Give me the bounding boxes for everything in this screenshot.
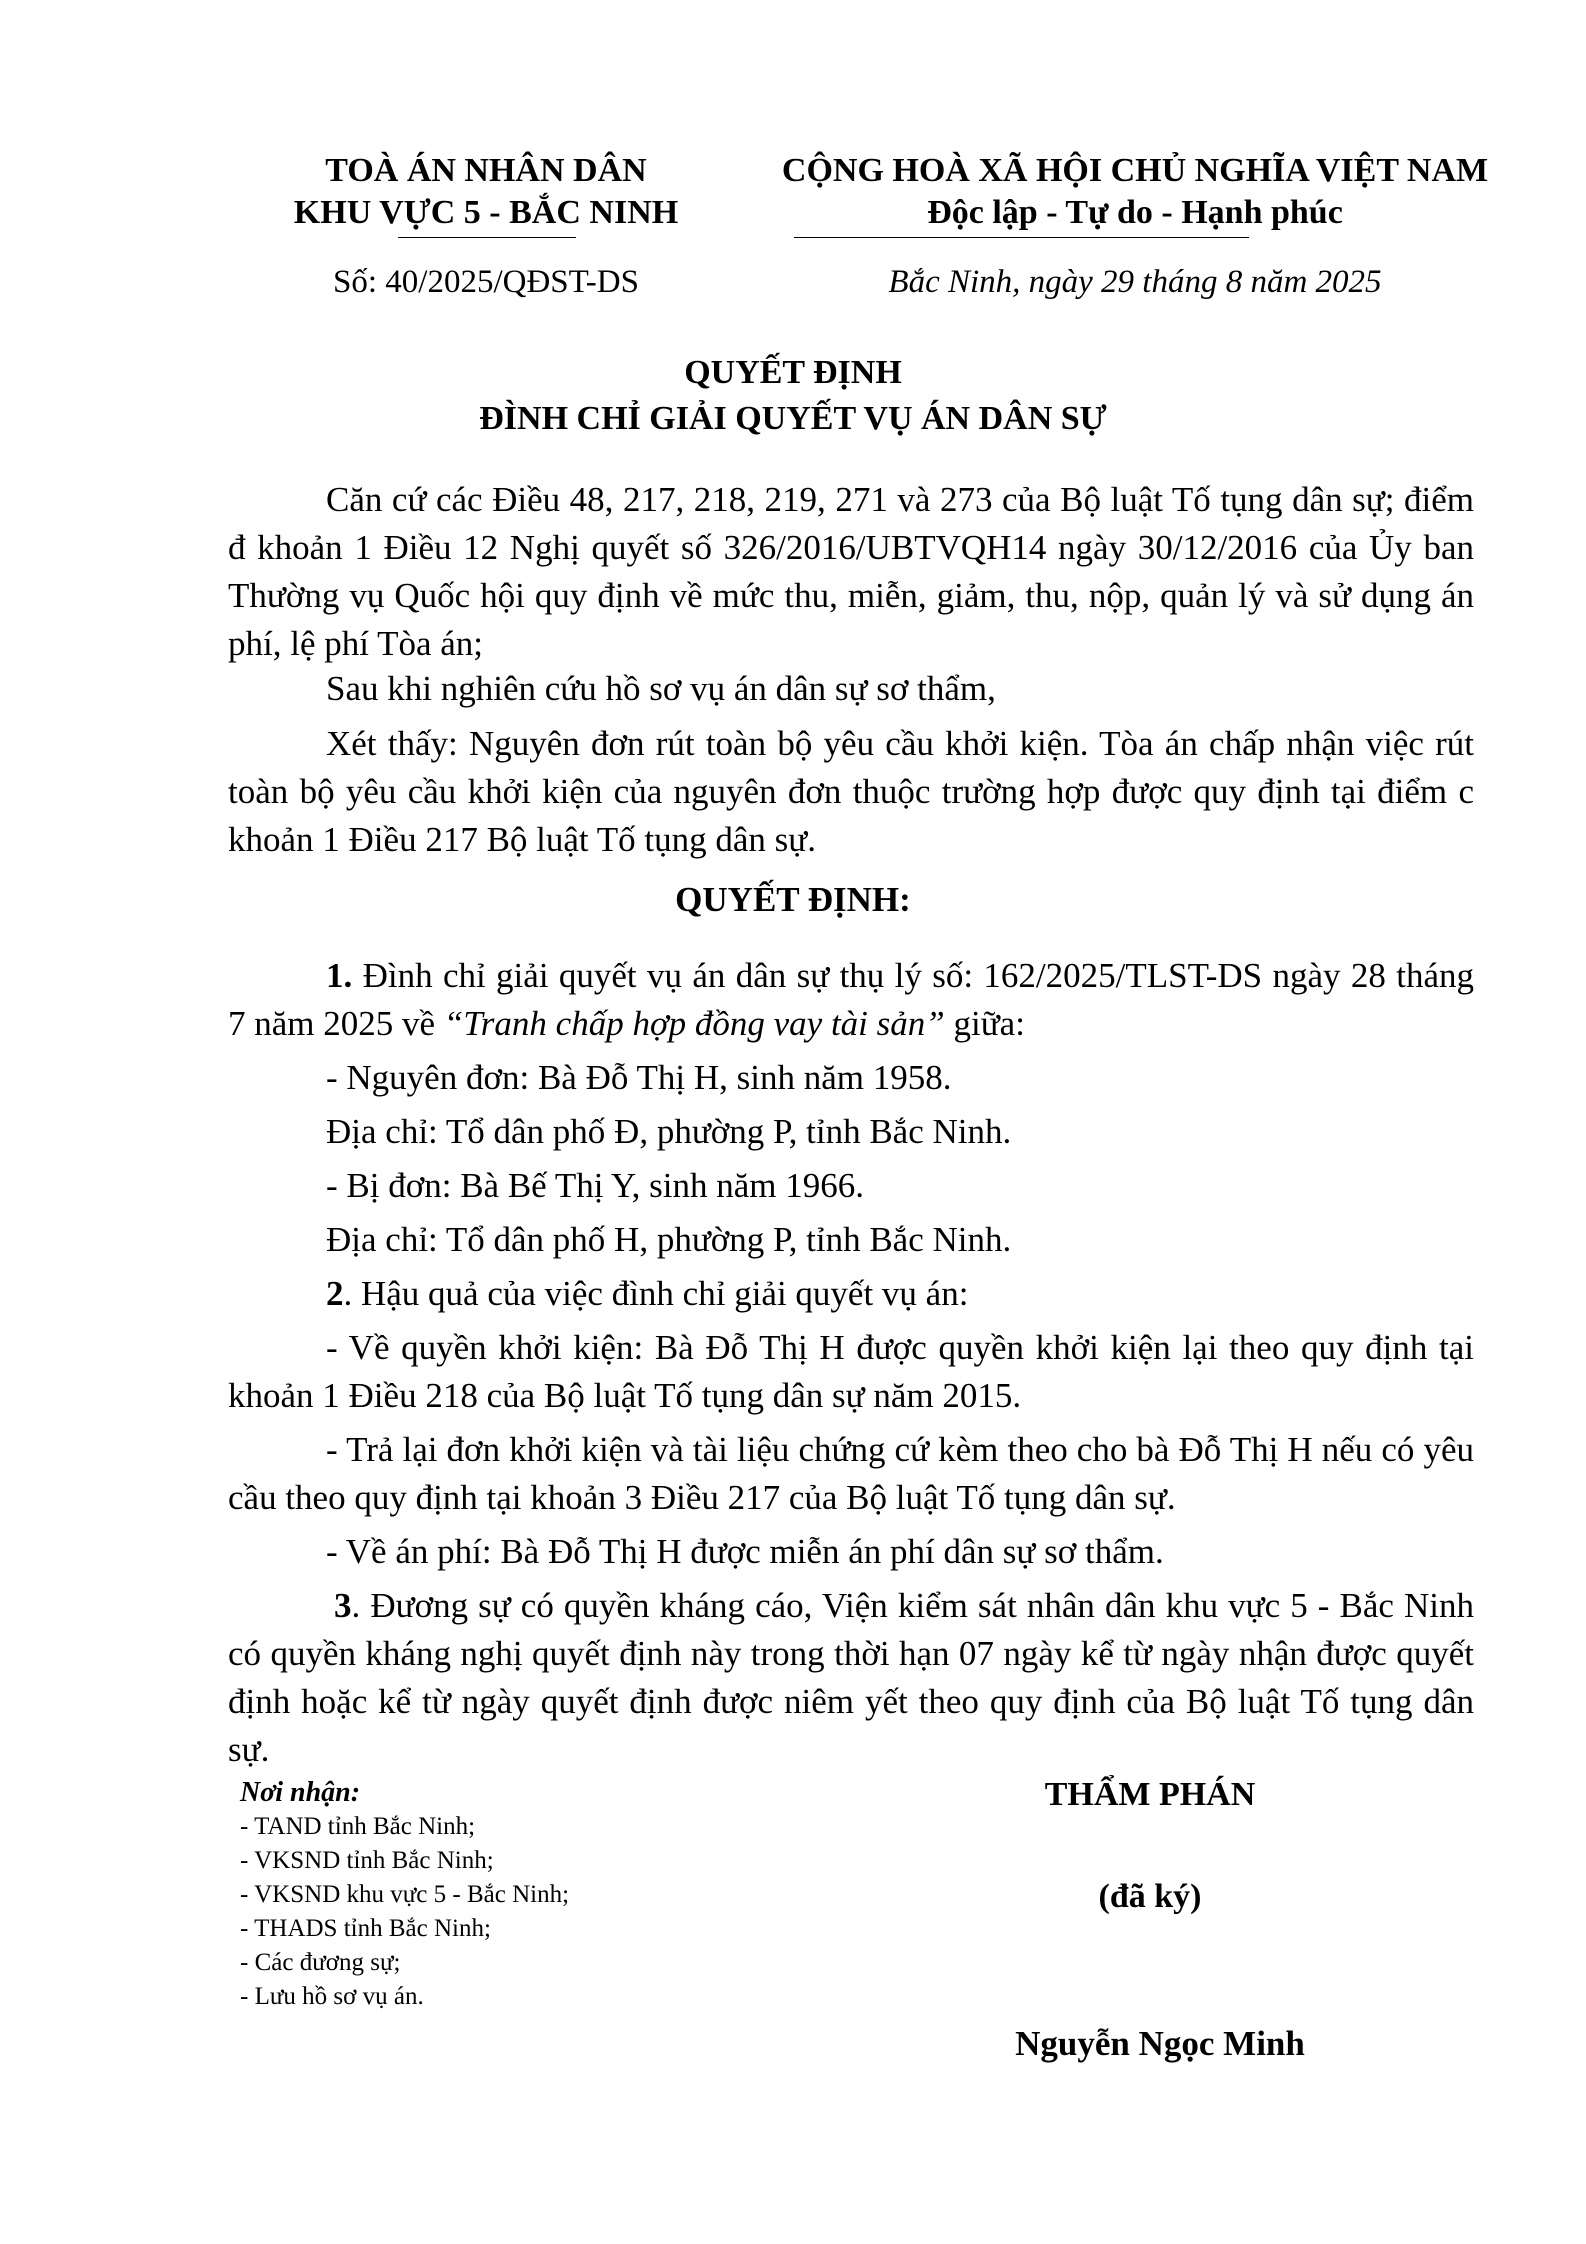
decision-item-3	[228, 1582, 1474, 1774]
item-3-number: 3	[334, 1586, 352, 1625]
decision-item-1	[228, 952, 1474, 1048]
recipient-item: - Lưu hồ sơ vụ án.	[240, 1983, 424, 2010]
item-2-text: . Hậu quả của việc đình chỉ giải quyết vụ án:	[343, 1274, 969, 1313]
recipient-item: - THADS tỉnh Bắc Ninh;	[240, 1915, 491, 1942]
court-name-underline	[398, 237, 576, 238]
recipients-heading: Nơi nhận:	[240, 1777, 361, 1808]
item-1-number: 1.	[326, 956, 353, 995]
defendant-line: - Bị đơn: Bà Bế Thị Y, sinh năm 1966.	[326, 1166, 865, 1205]
recipient-item: - TAND tỉnh Bắc Ninh;	[240, 1813, 476, 1840]
item-3-text: . Đương sự có quyền kháng cáo, Viện kiểm sát nhân dân khu vực 5 - Bắc Ninh có quyền kháng nghị quyết định này trong thời hạn 07 ngày kể từ ngày nhận được quyết định hoặc kể từ ngày quyết định được niêm yết theo quy định của Bộ luật Tố tụng dân sự.	[228, 1586, 1474, 1769]
document-subtitle: ĐÌNH CHỈ GIẢI QUYẾT VỤ ÁN DÂN SỰ	[479, 400, 1107, 437]
decision-item-2	[228, 1270, 1474, 1318]
recipients-block	[240, 1776, 840, 2014]
court-name-line2: KHU VỰC 5 - BẮC NINH	[293, 194, 679, 231]
defendant-address: Địa chỉ: Tổ dân phố H, phường P, tỉnh Bắc Ninh.	[326, 1220, 1012, 1259]
findings-paragraph: Xét thấy: Nguyên đơn rút toàn bộ yêu cầu khởi kiện. Tòa án chấp nhận việc rút toàn bộ yêu cầu khởi kiện của nguyên đơn thuộc trường hợp được quy định tại điểm c khoản 1 Điều 217 Bộ luật Tố tụng dân sự.	[228, 724, 1474, 859]
legal-basis-paragraph: Căn cứ các Điều 48, 217, 218, 219, 271 và 273 của Bộ luật Tố tụng dân sự; điểm đ khoản 1 Điều 12 Nghị quyết số 326/2016/UBTVQH14 ngày 30/12/2016 của Ủy ban Thường vụ Quốc hội quy định về mức thu, miễn, giảm, thu, nộp, quản lý và sử dụng án phí, lệ phí Tòa án;	[228, 480, 1474, 663]
consequence-court-fee: - Về án phí: Bà Đỗ Thị H được miễn án phí dân sự sơ thẩm.	[326, 1532, 1164, 1571]
signer-name: Nguyễn Ngọc Minh	[1015, 2024, 1305, 2063]
signed-status: (đã ký)	[1098, 1878, 1202, 1915]
plaintiff-line: - Nguyên đơn: Bà Đỗ Thị H, sinh năm 1958.	[326, 1058, 952, 1097]
plaintiff-address: Địa chỉ: Tổ dân phố Đ, phường P, tỉnh Bắc Ninh.	[326, 1112, 1012, 1151]
item-1-case-type: “Tranh chấp hợp đồng vay tài sản”	[443, 1004, 945, 1043]
item-1-text-a: Đình chỉ giải quyết vụ án dân sự thụ lý số: 162/2025/TLST-DS ngày 28 tháng 7 năm 2025 về	[228, 956, 1474, 1043]
recipient-item: - Các đương sự;	[240, 1949, 401, 1976]
court-name-line1: TOÀ ÁN NHÂN DÂN	[325, 152, 647, 189]
signer-role: THẨM PHÁN	[1044, 1776, 1256, 1813]
item-2-number: 2	[326, 1274, 344, 1313]
consequence-right-to-sue: - Về quyền khởi kiện: Bà Đỗ Thị H được quyền khởi kiện lại theo quy định tại khoản 1 Điều 218 của Bộ luật Tố tụng dân sự năm 2015.	[228, 1328, 1474, 1415]
decision-heading: QUYẾT ĐỊNH:	[675, 880, 911, 919]
item-1-text-b: giữa:	[944, 1004, 1025, 1043]
place-and-date: Bắc Ninh, ngày 29 tháng 8 năm 2025	[888, 264, 1382, 300]
consequence-return-documents: - Trả lại đơn khởi kiện và tài liệu chứng cứ kèm theo cho bà Đỗ Thị H nếu có yêu cầu theo quy định tại khoản 3 Điều 217 của Bộ luật Tố tụng dân sự.	[228, 1430, 1474, 1517]
national-title: CỘNG HOÀ XÃ HỘI CHỦ NGHĨA VIỆT NAM	[781, 152, 1489, 189]
national-motto: Độc lập - Tự do - Hạnh phúc	[927, 194, 1343, 231]
review-paragraph: Sau khi nghiên cứu hồ sơ vụ án dân sự sơ thẩm,	[326, 669, 996, 708]
national-motto-underline	[794, 237, 1249, 238]
document-number: Số: 40/2025/QĐST-DS	[333, 264, 639, 300]
recipient-item: - VKSND khu vực 5 - Bắc Ninh;	[240, 1881, 570, 1908]
recipient-item: - VKSND tỉnh Bắc Ninh;	[240, 1847, 494, 1874]
document-title: QUYẾT ĐỊNH	[684, 354, 902, 391]
